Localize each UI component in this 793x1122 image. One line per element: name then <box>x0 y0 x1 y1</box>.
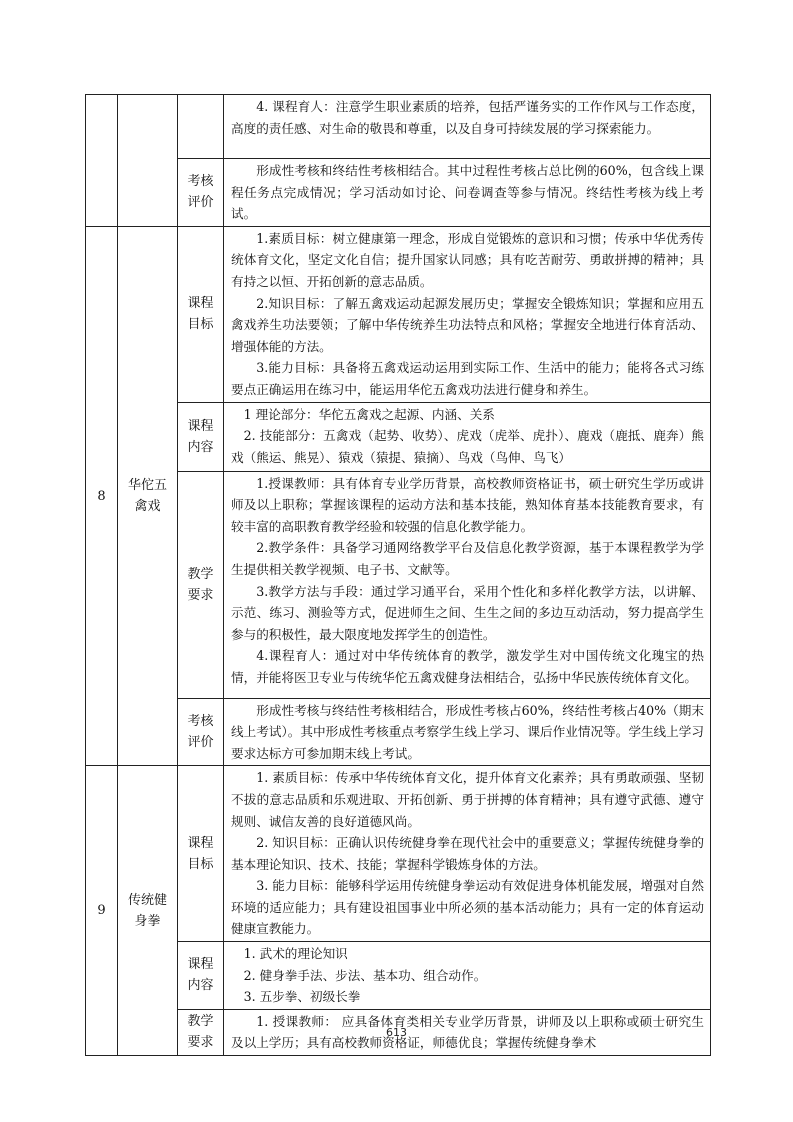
content-item: 1. 武术的理论知识 <box>243 946 348 962</box>
goal-paragraph: 2. 知识目标：正确认识传统健身拳在现代社会中的重要意义；掌握传统健身拳的基本理论知识、技术、技能；掌握科学锻炼身体的方法。 <box>231 835 704 872</box>
table-row <box>86 766 711 942</box>
teach-paragraph: 4.课程育人：通过对中华传统体育的教学，激发学生对中国传统文化瑰宝的热情，并能将医卫专业与传统华佗五禽戏健身法相结合，弘扬中华民族传统体育文化。 <box>231 648 704 685</box>
course-name: 华佗五禽戏 <box>118 226 178 766</box>
label-cell-empty <box>178 95 224 159</box>
teach-paragraph: 1. 授课教师： 应具备体育类相关专业学历背景，讲师及以上职称或硕士研究生及以上学历；具有高校教师资格证，师德优良；掌握传统健身拳术 <box>231 1013 704 1051</box>
assess-paragraph: 形成性考核与终结性考核相结合，形成性考核占60%，终结性考核占40%（期末线上考试）。其中形成性考核重点考察学生线上学习、课后作业情况等。学生线上学习要求达标方可参加期末线上考试。 <box>231 702 704 761</box>
teach-text <box>224 471 711 698</box>
assess-paragraph: 形成性考核和终结性考核相结合。其中过程性考核占总比例的60%，包含线上课程任务点完成情况；学习活动如讨论、问卷调查等参与情况。终结性考核为线上考试。 <box>231 163 704 222</box>
table-row <box>86 402 711 471</box>
assess-label: 考核评价 <box>178 159 224 227</box>
teach-label: 教学要求 <box>178 471 224 698</box>
assess-label: 考核评价 <box>178 698 224 766</box>
goal-paragraph: 1. 素质目标：传承中华传统体育文化，提升体育文化素养；具有勇敢顽强、坚韧不拔的意志品质和乐观进取、开拓创新、勇于拼搏的体育精神；具有遵守武德、遵守规则、诚信友善的良好道德风尚。 <box>231 770 704 829</box>
content-item: 1 理论部分：华佗五禽戏之起源、内涵、关系 <box>243 406 495 422</box>
table-row <box>86 95 711 159</box>
row-number-cell <box>86 95 118 227</box>
row-number: 9 <box>86 766 118 1056</box>
assess-text <box>224 698 711 766</box>
content-item: 2. 健身拳手法、步法、基本功、组合动作。 <box>243 967 487 983</box>
goal-paragraph: 2.知识目标：了解五禽戏运动起源发展历史；掌握安全锻炼知识；掌握和应用五禽戏养生功法要领；了解中华传统养生功法特点和风格；掌握安全地进行体育活动、增强体能的方法。 <box>231 295 704 354</box>
goal-label: 课程目标 <box>178 766 224 942</box>
table-row <box>86 942 711 1010</box>
teach-paragraph: 3.教学方法与手段：通过学习通平台，采用个性化和多样化教学方法，以讲解、示范、练习、测验等方式，促进师生之间、生生之间的多边互动活动，努力提高学生参与的积极性，最大限度地发挥学生的创造性。 <box>231 583 704 642</box>
goal-text <box>224 226 711 402</box>
content-text <box>224 402 711 471</box>
content-item: 3. 五步拳、初级长拳 <box>243 989 361 1005</box>
goal-paragraph: 3.能力目标：具备将五禽戏运动运用到实际工作、生活中的能力；能将各式习练要点正确运用在练习中，能运用华佗五禽戏功法进行健身和养生。 <box>231 360 704 397</box>
teach-label: 教学要求 <box>178 1009 224 1055</box>
course-name-cell <box>118 95 178 227</box>
teach-paragraph: 2.教学条件：具备学习通网络教学平台及信息化教学资源，基于本课程教学为学生提供相关教学视频、电子书、文献等。 <box>231 540 704 577</box>
teach-paragraph: 1.授课教师：具有体育专业学历背景，高校教师资格证书，硕士研究生学历或讲师及以上职称；掌握该课程的运动方法和基本技能，熟知体育基本技能教育要求，有较丰富的高职教育教学经验和较强的信息化教学能力。 <box>231 475 704 534</box>
content-item: 2. 技能部分：五禽戏（起势、收势）、虎戏（虎举、虎扑）、鹿戏（鹿抵、鹿奔）熊戏（熊运、熊晃）、猿戏（猿提、猿摘）、鸟戏（鸟伸、鸟飞） <box>231 428 704 465</box>
table-row <box>86 159 711 227</box>
teach-requirement-text <box>224 95 711 159</box>
table-row <box>86 471 711 698</box>
course-name: 传统健身拳 <box>118 766 178 1056</box>
content-text <box>224 942 711 1010</box>
goal-text <box>224 766 711 942</box>
table-row <box>86 226 711 402</box>
goal-paragraph: 3. 能力目标：能够科学运用传统健身拳运动有效促进身体机能发展，增强对自然环境的适应能力；具有建设祖国事业中所必须的基本活动能力；具有一定的体育运动健康宣教能力。 <box>231 878 704 937</box>
teach-paragraph: 4. 课程育人：注意学生职业素质的培养，包括严谨务实的工作作风与工作态度，高度的责任感、对生命的敬畏和尊重，以及自身可持续发展的学习探索能力。 <box>231 99 704 136</box>
goal-paragraph: 1.素质目标：树立健康第一理念，形成自觉锻炼的意识和习惯；传承中华优秀传统体育文化，坚定文化自信；提升国家认同感；具有吃苦耐劳、勇敢拼搏的精神；具有持之以恒、开拓创新的意志品质。 <box>231 230 704 289</box>
content-label: 课程内容 <box>178 402 224 471</box>
table-row <box>86 698 711 766</box>
page-number: 613 <box>386 1026 407 1039</box>
curriculum-table <box>85 94 711 1056</box>
goal-label: 课程目标 <box>178 226 224 402</box>
content-label: 课程内容 <box>178 942 224 1010</box>
assess-text <box>224 159 711 227</box>
row-number: 8 <box>86 226 118 766</box>
